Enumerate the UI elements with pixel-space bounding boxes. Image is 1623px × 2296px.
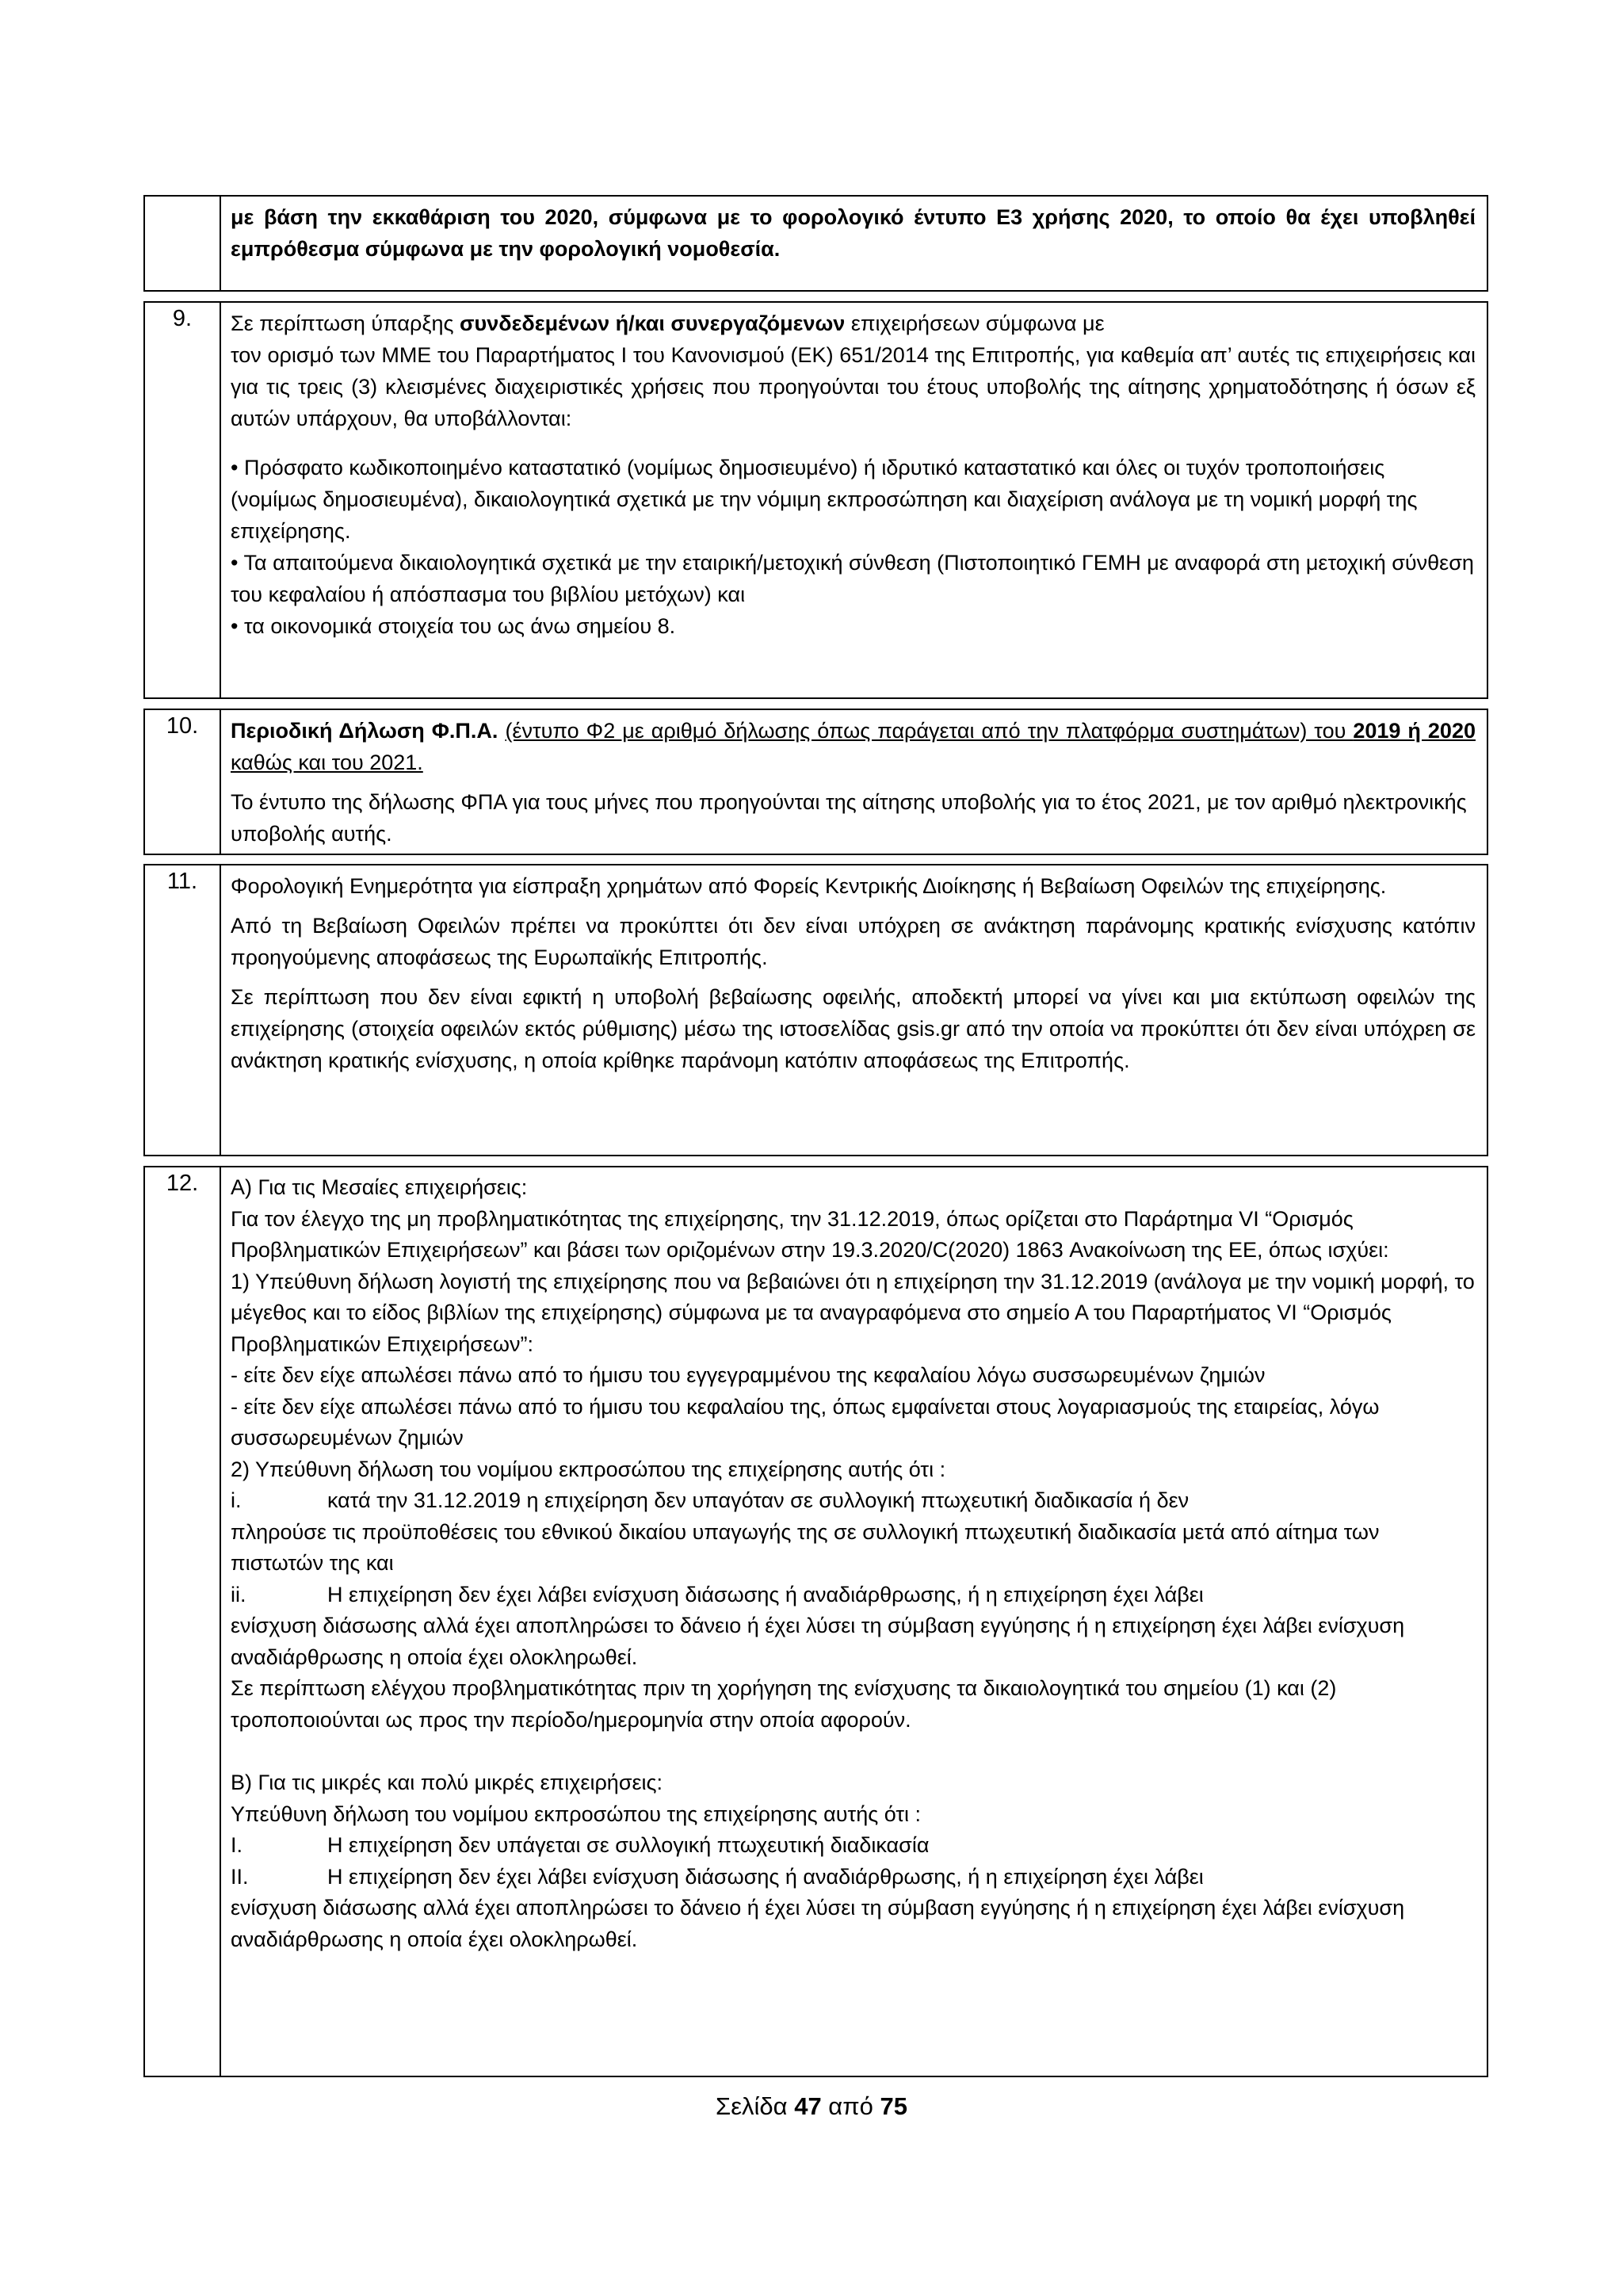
paragraph: τον ορισμό των ΜΜΕ του Παραρτήματος Ι του Κανονισμού (ΕΚ) 651/2014 της Επιτροπής, για καθεμία απ’ αυτές τις επιχειρήσεις και για τις τρεις (3) κλεισμένες διαχειριστικές χρήσεις που προηγούνται του έτους υποβολής της αίτησης χρηματοδότησης ή όσων εξ αυτών υπάρχουν, θα υποβάλλονται: bbox=[231, 343, 1476, 430]
row-number: 11. bbox=[145, 865, 221, 1155]
row-content bbox=[231, 870, 1476, 1076]
page-number: 47 bbox=[794, 2092, 822, 2120]
paragraph: - είτε δεν είχε απωλέσει πάνω από το ήμισυ του κεφαλαίου της, όπως εμφαίνεται στους λογαριασμούς της εταιρείας, λόγω συσσωρευμένων ζημιών bbox=[231, 1394, 1380, 1450]
list-item: I. Η επιχείρηση δεν υπάγεται σε συλλογική πτωχευτική διαδικασία bbox=[231, 1833, 930, 1857]
row-number: 9. bbox=[145, 303, 221, 697]
table-row-9 bbox=[143, 301, 1488, 699]
paragraph: Σε περίπτωση που δεν είναι εφικτή η υποβολή βεβαίωσης οφειλής, αποδεκτή μπορεί να γίνει και μια εκτύπωση οφειλών της επιχείρησης (στοιχεία οφειλών εκτός ρύθμισης) μέσω της ιστοσελίδας gsis.gr από την οποία να προκύπτει ότι δεν είναι υπόχρεη σε ανάκτηση κρατικής ενίσχυσης, η οποία κρίθηκε παράνομη κατόπιν αποφάσεως της Επιτροπής. bbox=[231, 985, 1476, 1072]
list-item: i. κατά την 31.12.2019 η επιχείρηση δεν υπαγόταν σε συλλογική πτωχευτική διαδικασία ή δεν bbox=[231, 1488, 1190, 1512]
bullet-item: • Τα απαιτούμενα δικαιολογητικά σχετικά με την εταιρική/μετοχική σύνθεση (Πιστοποιητικό ΓΕΜΗ με αναφορά στη μετοχική σύνθεση του κεφαλαίου ή απόσπασμα του βιβλίου μετόχων) και bbox=[231, 551, 1474, 606]
paragraph: 1) Υπεύθυνη δήλωση λογιστή της επιχείρησης που να βεβαιώνει ότι η επιχείρηση την 31.12.2019 (ανάλογα με την νομική μορφή, το μέγεθος και το είδος βιβλίων της επιχείρησης) σύμφωνα με τα αναγραφόμενα στο σημείο Α του Παραρτήματος VI “Ορισμός Προβληματικών Επιχειρήσεων”: bbox=[231, 1269, 1475, 1356]
bullet-item: • Πρόσφατο κωδικοποιημένο καταστατικό (νομίμως δημοσιευμένο) ή ιδρυτικό καταστατικό και όλες οι τυχόν τροποποιήσεις (νομίμως δημοσιευμένα), δικαιολογητικά σχετικά με την νόμιμη εκπροσώπηση και διαχείριση ανάλογα με τη νομική μορφή της επιχείρησης. bbox=[231, 456, 1418, 543]
page-total: 75 bbox=[880, 2092, 907, 2120]
section-b-title: Β) Για τις μικρές και πολύ μικρές επιχειρήσεις: bbox=[231, 1771, 663, 1794]
table-row-continued bbox=[143, 195, 1488, 292]
table-row-11 bbox=[143, 864, 1488, 1156]
paragraph: 2) Υπεύθυνη δήλωση του νομίμου εκπροσώπου της επιχείρησης αυτής ότι : bbox=[231, 1457, 946, 1481]
list-item-continued: ενίσχυση διάσωσης αλλά έχει αποπληρώσει το δάνειο ή έχει λύσει τη σύμβαση εγγύησης ή η επιχείρηση έχει λάβει ενίσχυση αναδιάρθρωσης η οποία έχει ολοκληρωθεί. bbox=[231, 1896, 1405, 1951]
table-row-12 bbox=[143, 1166, 1488, 2077]
row-content bbox=[231, 715, 1476, 850]
bullet-item: • τα οικονομικά στοιχεία του ως άνω σημείου 8. bbox=[231, 614, 676, 638]
list-item: II. Η επιχείρηση δεν έχει λάβει ενίσχυση διάσωσης ή αναδιάρθρωσης, ή η επιχείρηση έχει λάβει bbox=[231, 1864, 1204, 1889]
row-number-cell bbox=[145, 197, 221, 290]
row-number: 12. bbox=[145, 1167, 221, 2076]
continued-text: με βάση την εκκαθάριση του 2020, σύμφωνα με το φορολογικό έντυπο Ε3 χρήσης 2020, το οποίο θα έχει υποβληθεί εμπρόθεσμα σύμφωνα με την φορολογική νομοθεσία. bbox=[231, 205, 1476, 261]
list-item-continued: ενίσχυση διάσωσης αλλά έχει αποπληρώσει το δάνειο ή έχει λύσει τη σύμβαση εγγύησης ή η επιχείρηση έχει λάβει ενίσχυση αναδιάρθρωσης η οποία έχει ολοκληρωθεί. bbox=[231, 1614, 1405, 1669]
list-item-continued: πληρούσε τις προϋποθέσεις του εθνικού δικαίου υπαγωγής της σε συλλογική πτωχευτική διαδικασία μετά από αίτημα των πιστωτών της και bbox=[231, 1519, 1380, 1575]
paragraph: Φορολογική Ενημερότητα για είσπραξη χρημάτων από Φορείς Κεντρικής Διοίκησης ή Βεβαίωση Οφειλών της επιχείρησης. bbox=[231, 874, 1387, 898]
list-item: ii. Η επιχείρηση δεν έχει λάβει ενίσχυση διάσωσης ή αναδιάρθρωσης, ή η επιχείρηση έχει λάβει bbox=[231, 1582, 1204, 1606]
page-footer: Σελίδα 47 από 75 bbox=[716, 2092, 907, 2120]
paragraph: Υπεύθυνη δήλωση του νομίμου εκπροσώπου της επιχείρησης αυτής ότι : bbox=[231, 1801, 922, 1826]
section-a-title: Α) Για τις Μεσαίες επιχειρήσεις: bbox=[231, 1175, 528, 1199]
row-content bbox=[231, 201, 1476, 265]
paragraph: Για τον έλεγχο της μη προβληματικότητας της επιχείρησης, την 31.12.2019, όπως ορίζεται στο Παράρτημα VI “Ορισμός Προβληματικών Επιχειρήσεων” και βάσει των οριζομένων στην 19.3.2020/C(2020) 1863 Ανακοίνωση της ΕΕ, όπως ισχύει: bbox=[231, 1206, 1389, 1262]
paragraph: Από τη Βεβαίωση Οφειλών πρέπει να προκύπτει ότι δεν είναι υπόχρεη σε ανάκτηση παράνομης κρατικής ενίσχυσης κατόπιν προηγούμενης αποφάσεως της Ευρωπαϊκής Επιτροπής. bbox=[231, 914, 1476, 969]
row-content bbox=[231, 1172, 1476, 1955]
paragraph: - είτε δεν είχε απωλέσει πάνω από το ήμισυ του εγγεγραμμένου της κεφαλαίου λόγω συσσωρευμένων ζημιών bbox=[231, 1363, 1266, 1387]
bold-term: Περιοδική Δήλωση Φ.Π.Α. bbox=[231, 719, 498, 743]
underlined-text: (έντυπο Φ2 με αριθμό δήλωσης όπως παράγεται από την πλατφόρμα συστημάτων) του 2019 ή 2020 καθώς και του 2021. bbox=[231, 719, 1476, 774]
paragraph: Το έντυπο της δήλωσης ΦΠΑ για τους μήνες που προηγούνται της αίτησης υποβολής για το έτος 2021, με τον αριθμό ηλεκτρονικής υποβολής αυτής. bbox=[231, 790, 1467, 846]
table-row-10 bbox=[143, 709, 1488, 855]
bold-term: συνδεδεμένων ή/και συνεργαζόμενων bbox=[460, 311, 846, 335]
row-number: 10. bbox=[145, 710, 221, 854]
row-content: Σε περίπτωση ύπαρξης συνδεδεμένων ή/και συνεργαζόμενων επιχειρήσεων σύμφωνα με τον ορισμό των ΜΜΕ του Παραρτήματος Ι του Κανονισμού (ΕΚ) 651/2014 της Επιτροπής, για καθεμία απ’ αυτές τις επιχειρήσεις και για τις τρεις (3) κλεισμένες διαχειριστικές χρήσεις που προηγούνται του έτους υποβολής της αίτησης χρηματοδότησης ή όσων εξ αυτών υπάρχουν, θα υποβάλλονται: • Πρόσφατο κωδικοποιημένο καταστατικό (νομίμως δημοσιευμένο) ή ιδρυτικό καταστατικό και όλες οι τυχόν τροποποιήσεις (νομίμως δημοσιευμένα), δικαιολογητικά σχετικά με την νόμιμη εκπροσώπηση και διαχείριση ανάλογα με τη νομική μορφή της επιχείρησης. • Τα απαιτούμενα δικαιολογητικά σχετικά με την εταιρική/μετοχική σύνθεση (Πιστοποιητικό ΓΕΜΗ με αναφορά στη μετοχική σύνθεση του κεφαλαίου ή απόσπασμα του βιβλίου μετόχων) και • τα οικονομικά στοιχεία του ως άνω σημείου 8. bbox=[231, 308, 1476, 642]
paragraph: Σε περίπτωση ελέγχου προβληματικότητας πριν τη χορήγηση της ενίσχυσης τα δικαιολογητικά του σημείου (1) και (2) τροποποιούνται ως προς την περίοδο/ημερομηνία στην οποία αφορούν. bbox=[231, 1676, 1337, 1732]
